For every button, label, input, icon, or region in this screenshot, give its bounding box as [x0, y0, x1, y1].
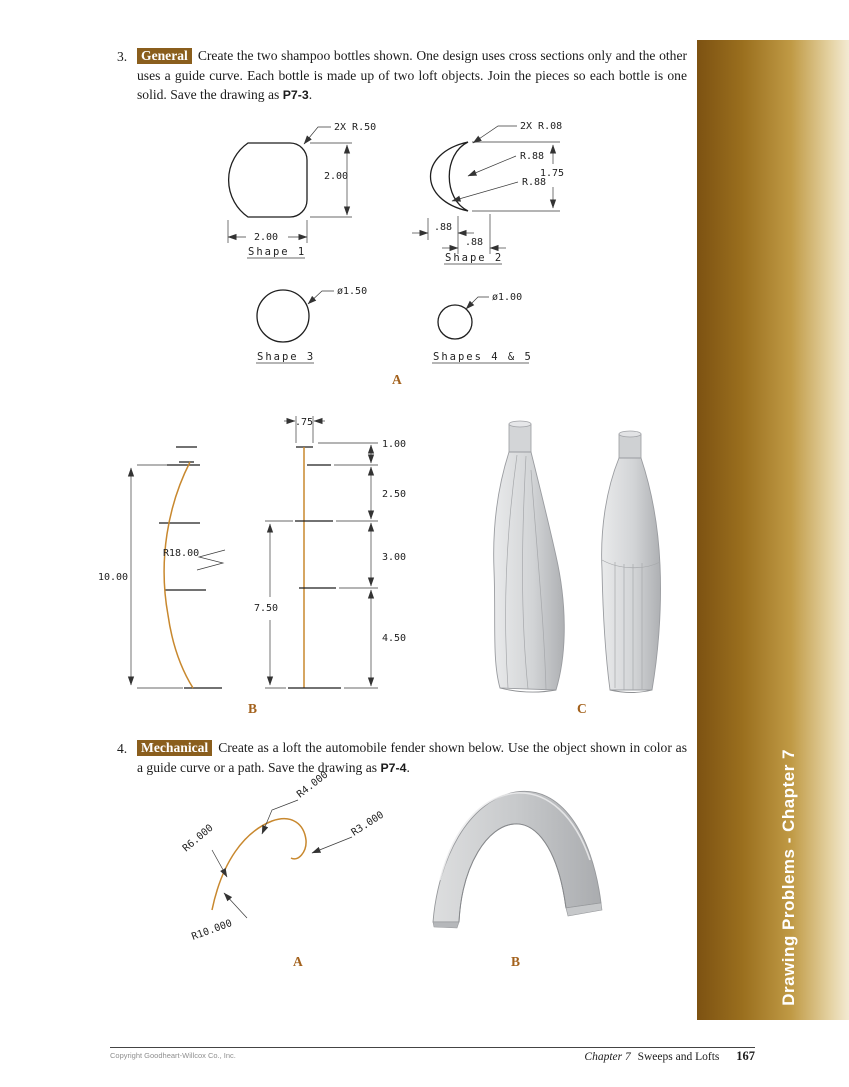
problem-4-filename: P7-4	[380, 760, 407, 775]
shape-2-label: Shape 2	[445, 252, 504, 264]
footer-page-number: 167	[736, 1049, 755, 1063]
shape-1-corner-radius-dim: 2X R.50	[334, 122, 377, 133]
shapes-4-5-drawing	[432, 292, 533, 363]
fender-figure-b-label: B	[511, 954, 521, 969]
footer-section: Sweeps and Lofts	[637, 1051, 720, 1063]
fender-r3-dim: R3.000	[349, 809, 386, 839]
problem-3-body: Create the two shampoo bottles shown. One design uses cross sections only and the other uses a guide curve. Each bottle is made up of two loft objects. Join the pieces so each bottle is one solid. Save the drawing as	[137, 48, 687, 103]
bottle-render-left	[494, 421, 565, 692]
profile-2-seg4-dim: 4.50	[382, 633, 407, 644]
problem-3-period: .	[308, 87, 313, 103]
shape-1-drawing	[228, 122, 376, 258]
profile-2-top-width-dim: .75	[294, 417, 314, 428]
problem-3-filename: P7-3	[282, 88, 309, 103]
fender-band	[433, 791, 602, 928]
chapter-sidebar-tab	[697, 40, 849, 1020]
profile-2-seg3-dim: 3.00	[382, 552, 407, 563]
footer-chapter-line	[584, 1049, 755, 1064]
shape-3-label: Shape 3	[257, 351, 316, 363]
figure-c-renders	[470, 408, 690, 720]
footer-copyright: Copyright Goodheart-Willcox Co., Inc.	[110, 1051, 236, 1060]
profile-1-height-dim: 10.00	[97, 572, 129, 583]
profile-2-seg1-dim: 1.00	[382, 439, 407, 450]
fender-render	[420, 778, 620, 978]
problem-4-body: Create as a loft the automobile fender shown below. Use the object shown in color as a guide curve or a path. Save the drawing as	[137, 740, 687, 775]
fender-r4-dim: R4.000	[295, 769, 331, 801]
shape-2-height-dim: 1.75	[539, 168, 565, 179]
fender-r10-dim: R10.000	[190, 918, 234, 943]
shape-1-label: Shape 1	[248, 246, 307, 258]
profile-1-drawing	[98, 447, 225, 688]
problem-3	[115, 46, 687, 105]
figure-b-profiles	[95, 408, 425, 720]
shapes-4-5-label: Shapes 4 & 5	[433, 351, 533, 363]
problem-4-number: 4.	[117, 741, 128, 756]
problem-4-category-tag: Mechanical	[137, 740, 212, 756]
bottle-render-right	[602, 431, 661, 693]
problem-3-number: 3.	[117, 49, 128, 64]
shape-2-tip-radius-dim: 2X R.08	[520, 121, 563, 132]
break-symbol	[197, 550, 225, 570]
figure-a-label: A	[392, 372, 402, 387]
shape-1-width-dim: 2.00	[253, 232, 279, 243]
fender-r6-dim: R6.000	[180, 822, 216, 855]
shape-1-height-dim: 2.00	[323, 171, 349, 182]
profile-1-radius-dim: R18.00	[163, 548, 200, 559]
figure-b-label: B	[248, 701, 258, 716]
problem-3-category-tag: General	[137, 48, 192, 64]
problem-4-text	[137, 738, 687, 778]
figure-a-cross-sections	[110, 112, 615, 397]
shapes-4-5-diameter-dim: ø1.00	[492, 292, 523, 303]
problem-3-text	[137, 46, 687, 105]
shape-2-radius1-dim: R.88	[520, 151, 545, 162]
footer-rule	[110, 1047, 755, 1048]
problem-4	[115, 738, 687, 778]
figure-c-label: C	[577, 701, 587, 716]
shape-2-drawing	[412, 121, 564, 264]
fender-curve-drawing	[150, 769, 440, 978]
fender-figure-a-label: A	[293, 954, 303, 969]
shape-2-radius2-dim: R.88	[522, 177, 547, 188]
shape-2-width1-dim: .88	[433, 222, 453, 233]
footer-chapter: Chapter 7	[584, 1051, 631, 1063]
profile-2-lower-height-dim: 7.50	[253, 603, 279, 614]
sidebar-label: Drawing Problems - Chapter 7	[779, 749, 798, 1006]
problem-4-period: .	[406, 759, 410, 775]
shape-2-width2-dim: .88	[464, 237, 484, 248]
profile-2-seg2-dim: 2.50	[382, 489, 407, 500]
shape-3-drawing	[256, 286, 367, 363]
shape-3-diameter-dim: ø1.50	[337, 286, 368, 297]
profile-2-drawing	[254, 416, 406, 688]
